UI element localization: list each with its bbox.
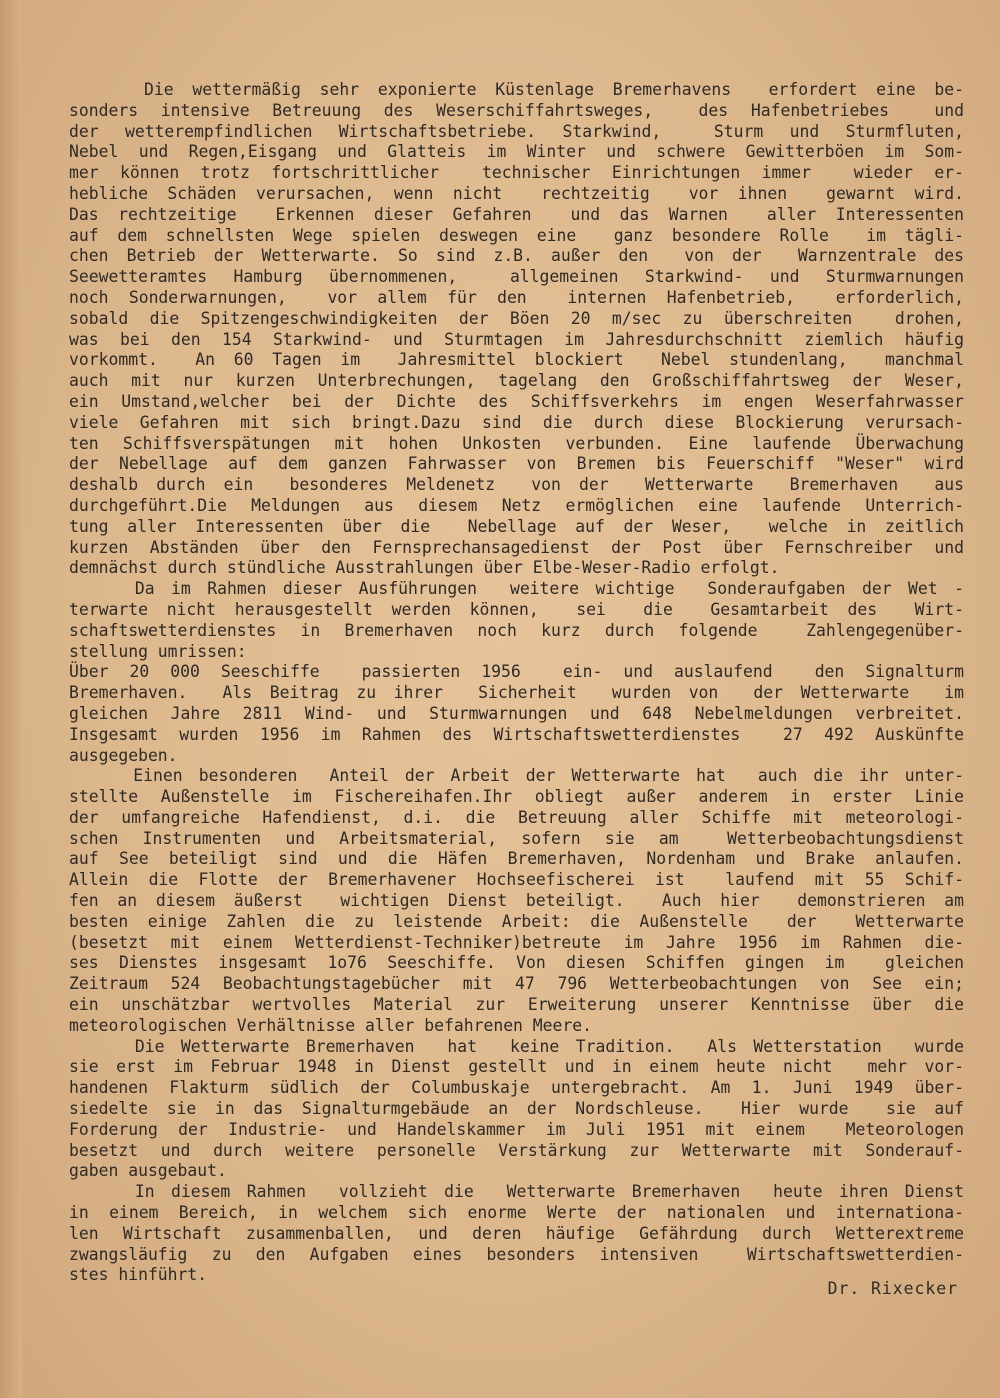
text-line: stes hinführt. bbox=[69, 1265, 208, 1285]
text-line: ten Schiffsverspätungen mit hohen Unkosten verbunden. Eine laufende Überwachung bbox=[69, 433, 964, 453]
text-line: Über 20 000 Seeschiffe passierten 1956 ein- und auslaufend den Signalturm bbox=[69, 662, 964, 682]
text-line: Einen besonderen Anteil der Arbeit der Wetterwarte hat auch die ihr unter- bbox=[69, 766, 964, 786]
text-line: auf dem schnellsten Wege spielen deswegen eine ganz besondere Rolle im tägli- bbox=[69, 225, 964, 245]
author-signature: Dr. Rixecker bbox=[827, 1279, 958, 1298]
text-line: Das rechtzeitige Erkennen dieser Gefahren und das Warnen aller Interessenten bbox=[69, 204, 964, 224]
text-line: sobald die Spitzengeschwindigkeiten der Böen 20 m/sec zu überschreiten drohen, bbox=[69, 308, 964, 328]
text-line: noch Sonderwarnungen, vor allem für den internen Hafenbetrieb, erforderlich, bbox=[69, 287, 964, 307]
text-line: Forderung der Industrie- und Handelskammer im Juli 1951 mit einem Meteorologen bbox=[69, 1119, 964, 1139]
text-line: ein Umstand,welcher bei der Dichte des Schiffsverkehrs im engen Weserfahrwasser bbox=[69, 391, 964, 411]
text-line: auf See beteiligt sind und die Häfen Bremerhaven, Nordenham und Brake anlaufen. bbox=[69, 849, 964, 869]
text-line: siedelte sie in das Signalturmgebäude an der Nordschleuse. Hier wurde sie auf bbox=[69, 1099, 964, 1119]
text-line: Seewetteramtes Hamburg übernommenen, allgemeinen Starkwind- und Sturmwarnungen bbox=[69, 267, 964, 287]
text-line: terwarte nicht herausgestellt werden können, sei die Gesamtarbeit des Wirt- bbox=[69, 599, 964, 619]
text-line: Nebel und Regen,Eisgang und Glatteis im Winter und schwere Gewitterböen im Som- bbox=[69, 142, 964, 162]
text-line: durchgeführt.Die Meldungen aus diesem Netz ermöglichen eine laufende Unterrich- bbox=[69, 495, 964, 515]
text-line: viele Gefahren mit sich bringt.Dazu sind die durch diese Blockierung verursach- bbox=[69, 412, 964, 432]
text-line: chen Betrieb der Wetterwarte. So sind z.B. außer den von der Warnzentrale des bbox=[69, 246, 964, 266]
text-line: Zeitraum 524 Beobachtungstagebücher mit 47 796 Wetterbeobachtungen von See ein; bbox=[69, 974, 964, 994]
text-line: der Nebellage auf dem ganzen Fahrwasser von Bremen bis Feuerschiff "Weser" wird bbox=[69, 454, 964, 474]
text-line: ses Dienstes insgesamt 1o76 Seeschiffe. Von diesen Schiffen gingen im gleichen bbox=[69, 953, 964, 973]
text-line: mer können trotz fortschrittlicher technischer Einrichtungen immer wieder er- bbox=[69, 163, 964, 183]
text-line: besetzt und durch weitere personelle Verstärkung zur Wetterwarte mit Sonderauf- bbox=[69, 1140, 964, 1160]
text-line: hebliche Schäden verursachen, wenn nicht rechtzeitig vor ihnen gewarnt wird. bbox=[69, 183, 964, 203]
text-line: besten einige Zahlen die zu leistende Arbeit: die Außenstelle der Wetterwarte bbox=[69, 911, 964, 931]
text-line: ein unschätzbar wertvolles Material zur Erweiterung unserer Kenntnisse über die bbox=[69, 995, 964, 1015]
text-line: auch mit nur kurzen Unterbrechungen, tagelang den Großschiffahrtsweg der Weser, bbox=[69, 371, 964, 391]
text-line: in einem Bereich, in welchem sich enorme Werte der nationalen und internationa- bbox=[69, 1203, 964, 1223]
text-line: tung aller Interessenten über die Nebellage auf der Weser, welche in zeitlich bbox=[69, 516, 964, 536]
text-line: stellte Außenstelle im Fischereihafen.Ihr obliegt außer anderem in erster Linie bbox=[69, 787, 964, 807]
text-line: kurzen Abständen über den Fernsprechansagedienst der Post über Fernschreiber und bbox=[69, 537, 964, 557]
text-line: gleichen Jahre 2811 Wind- und Sturmwarnungen und 648 Nebelmeldungen verbreitet. bbox=[69, 703, 964, 723]
text-line: der wetterempfindlichen Wirtschaftsbetriebe. Starkwind, Sturm und Sturmfluten, bbox=[69, 121, 964, 141]
text-line: vorkommt. An 60 Tagen im Jahresmittel blockiert Nebel stundenlang, manchmal bbox=[69, 350, 964, 370]
text-line: sonders intensive Betreuung des Weserschiffahrtsweges, des Hafenbetriebes und bbox=[69, 100, 964, 120]
page-binding-edge bbox=[0, 0, 22, 1398]
text-line: stellung umrissen: bbox=[69, 641, 247, 661]
text-line: Bremerhaven. Als Beitrag zu ihrer Sicherheit wurden von der Wetterwarte im bbox=[69, 683, 964, 703]
text-line: Allein die Flotte der Bremerhavener Hochseefischerei ist laufend mit 55 Schif- bbox=[69, 870, 964, 890]
text-line: demnächst durch stündliche Ausstrahlungen über Elbe-Weser-Radio erfolgt. bbox=[69, 558, 780, 578]
text-line: schen Instrumenten und Arbeitsmaterial, sofern sie am Wetterbeobachtungsdienst bbox=[69, 828, 964, 848]
text-line: schaftswetterdienstes in Bremerhaven noch kurz durch folgende Zahlengegenüber- bbox=[69, 620, 964, 640]
text-line: ausgegeben. bbox=[69, 745, 178, 765]
text-line: Da im Rahmen dieser Ausführungen weitere wichtige Sonderaufgaben der Wet - bbox=[69, 579, 964, 599]
text-line: Die Wetterwarte Bremerhaven hat keine Tradition. Als Wetterstation wurde bbox=[69, 1036, 964, 1056]
text-line: Die wettermäßig sehr exponierte Küstenlage Bremerhavens erfordert eine be- bbox=[69, 80, 964, 99]
text-line: sie erst im Februar 1948 in Dienst gestellt und in einem heute nicht mehr vor- bbox=[69, 1057, 964, 1077]
text-line: was bei den 154 Starkwind- und Sturmtagen im Jahresdurchschnitt ziemlich häufig bbox=[69, 329, 964, 349]
text-line: gaben ausgebaut. bbox=[69, 1161, 227, 1181]
text-line: der umfangreiche Hafendienst, d.i. die Betreuung aller Schiffe mit meteorologi- bbox=[69, 807, 964, 827]
text-line: handenen Flakturm südlich der Columbuskaje untergebracht. Am 1. Juni 1949 über- bbox=[69, 1078, 964, 1098]
text-line: zwangsläufig zu den Aufgaben eines besonders intensiven Wirtschaftswetterdien- bbox=[69, 1244, 964, 1264]
text-line: len Wirtschaft zusammenballen, und deren häufige Gefährdung durch Wetterextreme bbox=[69, 1223, 964, 1243]
text-line: fen an diesem äußerst wichtigen Dienst beteiligt. Auch hier demonstrieren am bbox=[69, 891, 964, 911]
text-line: deshalb durch ein besonderes Meldenetz von der Wetterwarte Bremerhaven aus bbox=[69, 475, 964, 495]
text-line: (besetzt mit einem Wetterdienst-Techniker)betreute im Jahre 1956 im Rahmen die- bbox=[69, 932, 964, 952]
text-line: Insgesamt wurden 1956 im Rahmen des Wirtschaftswetterdienstes 27 492 Auskünfte bbox=[69, 724, 964, 744]
text-line: meteorologischen Verhältnisse aller befahrenen Meere. bbox=[69, 1015, 593, 1035]
document-body bbox=[69, 80, 964, 1286]
text-line: In diesem Rahmen vollzieht die Wetterwarte Bremerhaven heute ihren Dienst bbox=[69, 1182, 964, 1202]
